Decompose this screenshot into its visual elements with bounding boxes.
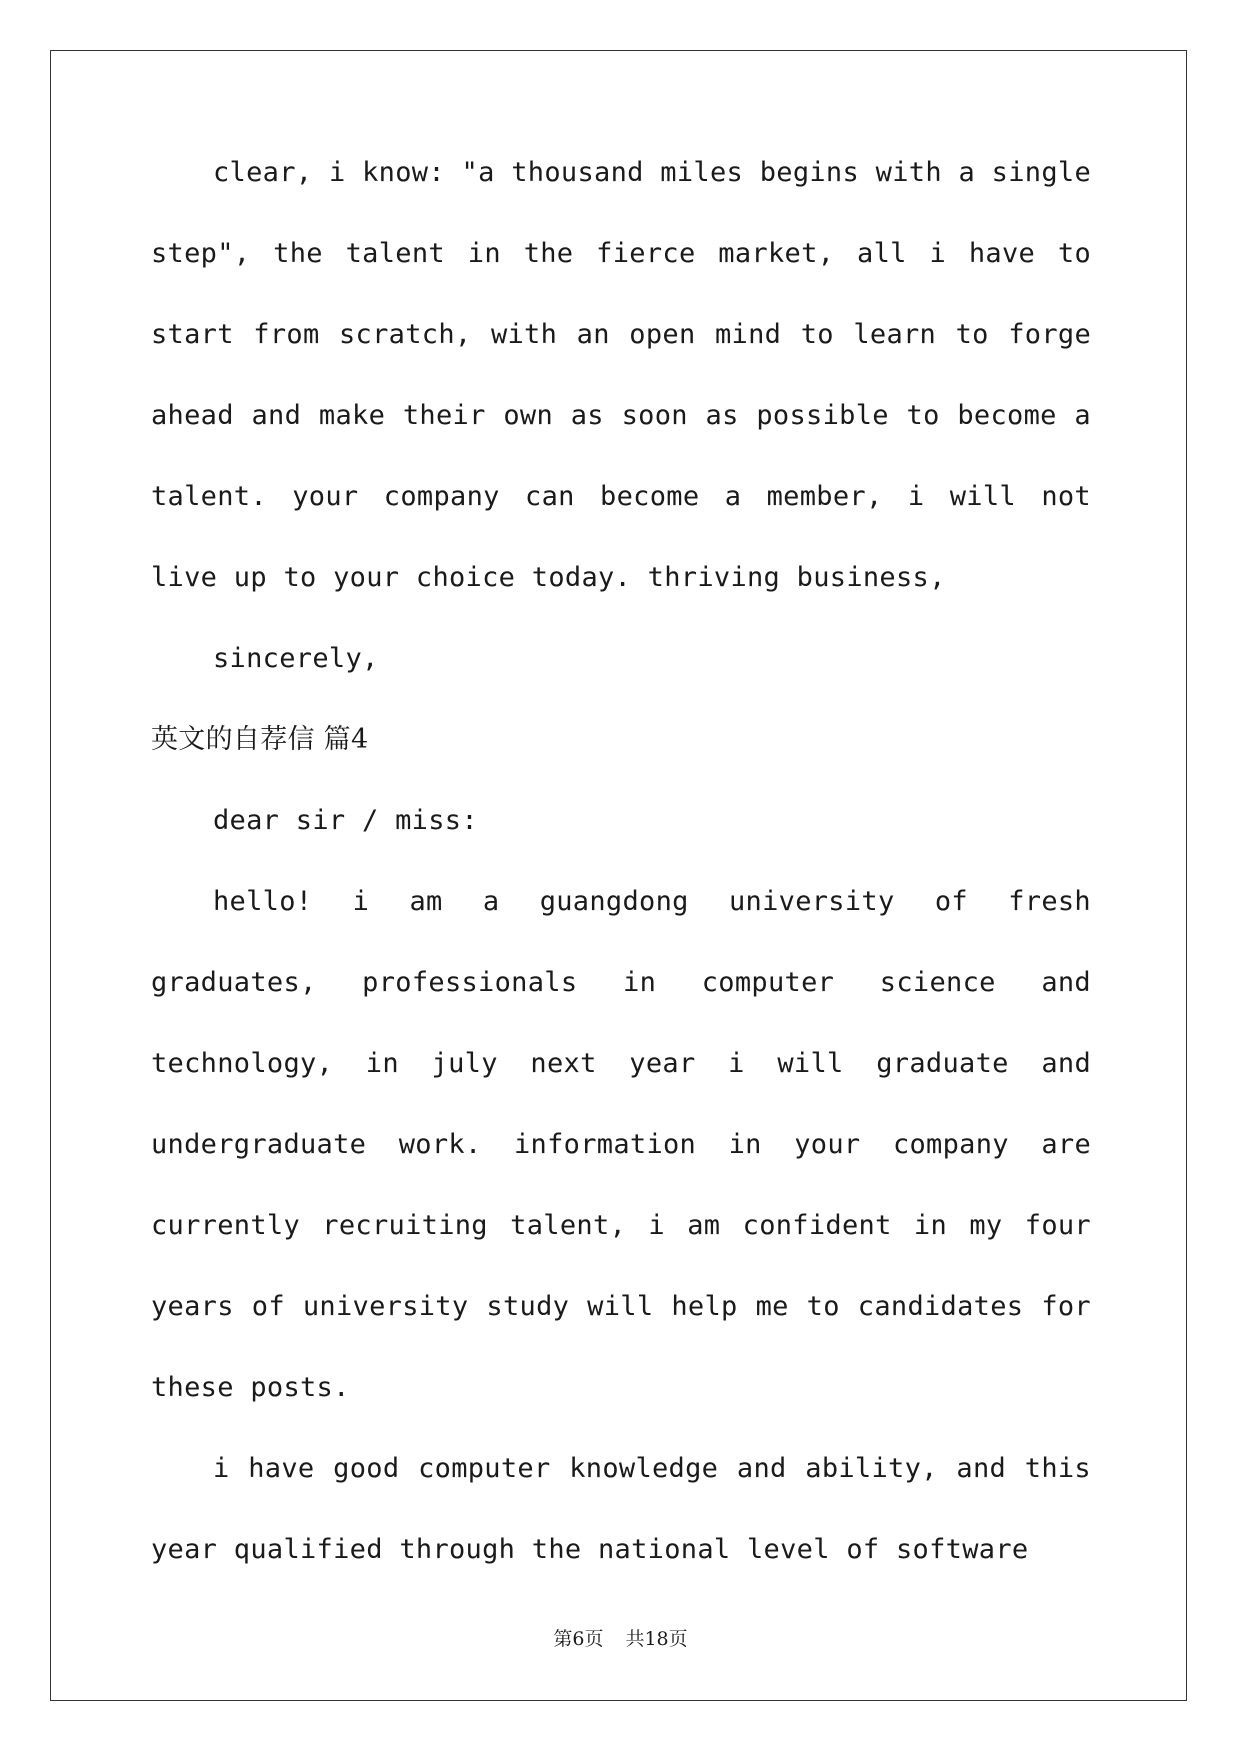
paragraph-skills: i have good computer knowledge and ability, and this year qualified through the national level of software [151, 1453, 1091, 1565]
paragraph-closing: clear, i know: "a thousand miles begins with a single step", the talent in the fierce market, all i have to start from scratch, with an open mind to learn to forge ahead and make their own as soon as possible to become a talent. your company can become a member, i will not live up to your choice today. thriving business, [151, 157, 1091, 593]
paragraph-salutation: dear sir / miss: [213, 805, 478, 836]
paragraph-introduction: hello! i am a guangdong university of fresh graduates, professionals in computer science and technology, in july next year i will graduate and undergraduate work. information in your company are currently recruiting talent, i am confident in my four years of university study will help me to candidates for these posts. [151, 886, 1091, 1403]
section-heading: 英文的自荐信 篇4 [151, 724, 369, 755]
document-body [151, 132, 1091, 1590]
paragraph-signoff: sincerely, [213, 643, 379, 674]
page-footer [0, 1624, 1241, 1651]
page-total: 共18页 [625, 1628, 688, 1650]
page-number: 第6页 [553, 1628, 604, 1650]
